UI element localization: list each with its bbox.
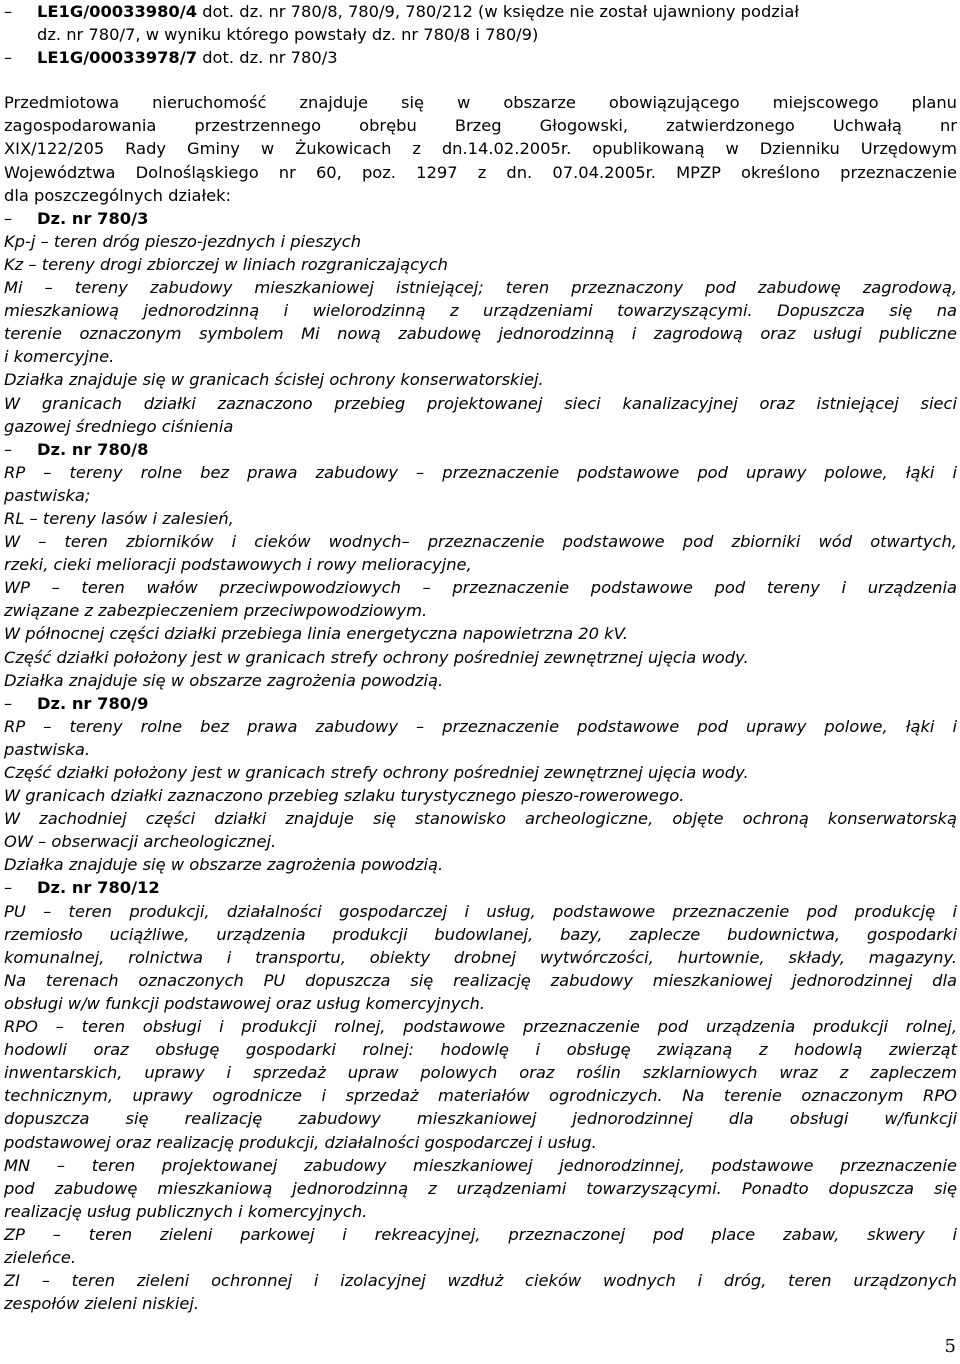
list-dash: – xyxy=(4,439,13,459)
paragraph-line: dla poszczególnych działek: xyxy=(4,185,232,205)
land-register-number: LE1G/00033980/4 xyxy=(37,2,198,21)
zoning-text-line: ZI – teren zieleni ochronnej i izolacyjnej wzdłuż cieków wodnych i dróg, teren urządzonych xyxy=(4,1271,957,1291)
zoning-text-line: RL – tereny lasów i zalesień, xyxy=(4,508,234,528)
intro-paragraph xyxy=(4,91,957,206)
list-dash: – xyxy=(4,208,13,228)
parcel-heading xyxy=(4,692,957,715)
parcel-section xyxy=(4,876,957,1315)
list-dash: – xyxy=(4,48,13,68)
zoning-text-line: pastwiska. xyxy=(4,739,91,759)
zoning-text-line: W – teren zbiorników i cieków wodnych– przeznaczenie podstawowe pod zbiorniki wód otwartych, xyxy=(4,532,957,552)
list-item xyxy=(4,46,957,69)
parcel-heading xyxy=(4,207,957,230)
zoning-text-line: gazowej średniego ciśnienia xyxy=(4,416,234,436)
zoning-text-line: OW – obserwacji archeologicznej. xyxy=(4,832,277,852)
zoning-text-line: technicznym, uprawy ogrodnicze i sprzedaż materiałów ogrodniczych. Na terenie oznaczonym RPO xyxy=(4,1086,957,1106)
zoning-text-line: Działka znajduje się w obszarze zagrożenia powodzią. xyxy=(4,855,444,875)
zoning-text-line: Działka znajduje się w obszarze zagrożenia powodzią. xyxy=(4,670,444,690)
parcel-section xyxy=(4,692,957,877)
page-number: 5 xyxy=(944,1336,956,1357)
zoning-text-line: PU – teren produkcji, działalności gospodarczej i usług, podstawowe przeznaczenie pod produkcję i xyxy=(4,901,957,921)
zoning-text-line: zieleńce. xyxy=(4,1247,77,1267)
paragraph-line: XIX/122/205 Rady Gminy w Żukowicach z dn.14.02.2005r. opublikowaną w Dzienniku Urzędowym xyxy=(4,139,957,159)
zoning-text-line: Kz – tereny drogi zbiorczej w liniach rozgraniczających xyxy=(4,254,448,274)
zoning-text-line: Kp-j – teren dróg pieszo-jezdnych i pieszych xyxy=(4,231,362,251)
parcel-sections xyxy=(4,207,957,1316)
parcel-section xyxy=(4,438,957,692)
parcel-number: Dz. nr 780/8 xyxy=(37,439,149,459)
zoning-text-line: RP – tereny rolne bez prawa zabudowy – przeznaczenie podstawowe pod uprawy polowe, łąki i xyxy=(4,716,957,736)
parcel-number: Dz. nr 780/12 xyxy=(37,878,160,898)
parcel-heading xyxy=(4,876,957,899)
zoning-text-line: zespołów zieleni niskiej. xyxy=(4,1294,200,1314)
parcel-number: Dz. nr 780/3 xyxy=(37,208,149,228)
zoning-text-line: realizację usług publicznych i komercyjnych. xyxy=(4,1201,368,1221)
zoning-text-line: pastwiska; xyxy=(4,485,91,505)
paragraph-line: Przedmiotowa nieruchomość znajduje się w obszarze obowiązującego miejscowego planu xyxy=(4,93,957,113)
zoning-text-line: rzemiosło uciążliwe, urządzenia produkcji budowlanej, bazy, zaplecze budownictwa, gospodarki xyxy=(4,924,957,944)
zoning-text-line: mieszkaniową jednorodzinną i wielorodzinną z urządzeniami towarzyszącymi. Dopuszcza się na xyxy=(4,301,957,321)
zoning-text-line: podstawowej oraz realizację produkcji, działalności gospodarczej i usług. xyxy=(4,1132,597,1152)
zoning-text-line: hodowli oraz obsługę gospodarki rolnej: hodowlę i obsługę związaną z hodowlą zwierząt xyxy=(4,1040,957,1060)
zoning-text-line: W granicach działki zaznaczono przebieg projektowanej sieci kanalizacyjnej oraz istniejącej sieci xyxy=(4,393,957,413)
zoning-text-line: związane z zabezpieczeniem przeciwpowodziowym. xyxy=(4,601,428,621)
zoning-text-line: Część działki położony jest w granicach strefy ochrony pośredniej zewnętrznej ujęcia wody. xyxy=(4,647,749,667)
list-item-text: dot. dz. nr 780/3 xyxy=(197,48,338,68)
zoning-text-line: terenie oznaczonym symbolem Mi nową zabudowę jednorodzinną i zagrodową oraz usługi publiczne xyxy=(4,324,957,344)
zoning-text-line: W zachodniej części działki znajduje się stanowisko archeologiczne, objęte ochroną konserwatorską xyxy=(4,809,957,829)
land-register-number: LE1G/00033978/7 xyxy=(37,48,198,68)
list-dash: – xyxy=(4,2,13,21)
list-item-continuation: dz. nr 780/7, w wyniku którego powstały dz. nr 780/8 i 780/9) xyxy=(37,25,539,45)
paragraph-line: Województwa Dolnośląskiego nr 60, poz. 1297 z dn. 07.04.2005r. MPZP określono przeznaczenie xyxy=(4,162,957,182)
zoning-text-line: WP – teren wałów przeciwpowodziowych – przeznaczenie podstawowe pod tereny i urządzenia xyxy=(4,578,957,598)
zoning-text-line: MN – teren projektowanej zabudowy mieszkaniowej jednorodzinnej, podstawowe przeznaczenie xyxy=(4,1155,957,1175)
zoning-text-line: RP – tereny rolne bez prawa zabudowy – przeznaczenie podstawowe pod uprawy polowe, łąki i xyxy=(4,462,957,482)
zoning-text-line: komunalnej, rolnictwa i transportu, obiekty drobnej wytwórczości, hurtownie, składy, magazyny. xyxy=(4,947,957,967)
parcel-number: Dz. nr 780/9 xyxy=(37,693,149,713)
document-page xyxy=(4,0,957,1315)
list-dash: – xyxy=(4,693,13,713)
zoning-text-line: Część działki położony jest w granicach strefy ochrony pośredniej zewnętrznej ujęcia wody. xyxy=(4,763,749,782)
zoning-text-line: W północnej części działki przebiega linia energetyczna napowietrzna 20 kV. xyxy=(4,624,629,644)
parcel-heading xyxy=(4,438,957,461)
list-item xyxy=(4,0,957,23)
zoning-text-line: Działka znajduje się w granicach ścisłej ochrony konserwatorskiej. xyxy=(4,370,544,390)
list-dash: – xyxy=(4,878,13,898)
zoning-text-line: ZP – teren zieleni parkowej i rekreacyjnej, przeznaczonej pod place zabaw, skwery i xyxy=(4,1224,957,1244)
zoning-text-line: Na terenach oznaczonych PU dopuszcza się realizację zabudowy mieszkaniowej jednorodzinnej dla xyxy=(4,970,957,990)
zoning-text-line: pod zabudowę mieszkaniową jednorodzinną z urządzeniami towarzyszącymi. Ponadto dopuszcza się xyxy=(4,1178,957,1198)
parcel-section xyxy=(4,207,957,438)
zoning-text-line: obsługi w/w funkcji podstawowej oraz usług komercyjnych. xyxy=(4,993,485,1013)
zoning-text-line: inwentarskich, uprawy i sprzedaż upraw polowych oraz roślin szklarniowych wraz z zapleczem xyxy=(4,1063,957,1083)
zoning-text-line: RPO – teren obsługi i produkcji rolnej, podstawowe przeznaczenie pod urządzenia produkcji rolnej, xyxy=(4,1017,957,1037)
zoning-text-line: Mi – tereny zabudowy mieszkaniowej istniejącej; teren przeznaczony pod zabudowę zagrodową, xyxy=(4,278,957,298)
zoning-text-line: rzeki, cieki melioracji podstawowych i rowy melioracyjne, xyxy=(4,555,472,575)
zoning-text-line: dopuszcza się realizację zabudowy mieszkaniowej jednorodzinnej dla obsługi w/funkcji xyxy=(4,1109,957,1129)
list-item-text: dot. dz. nr 780/8, 780/9, 780/212 (w księdze nie został ujawniony podział xyxy=(197,2,799,21)
paragraph-line: zagospodarowania przestrzennego obrębu Brzeg Głogowski, zatwierdzonego Uchwałą nr xyxy=(4,116,957,136)
zoning-text-line: W granicach działki zaznaczono przebieg szlaku turystycznego pieszo-rowerowego. xyxy=(4,786,685,806)
zoning-text-line: i komercyjne. xyxy=(4,347,115,367)
